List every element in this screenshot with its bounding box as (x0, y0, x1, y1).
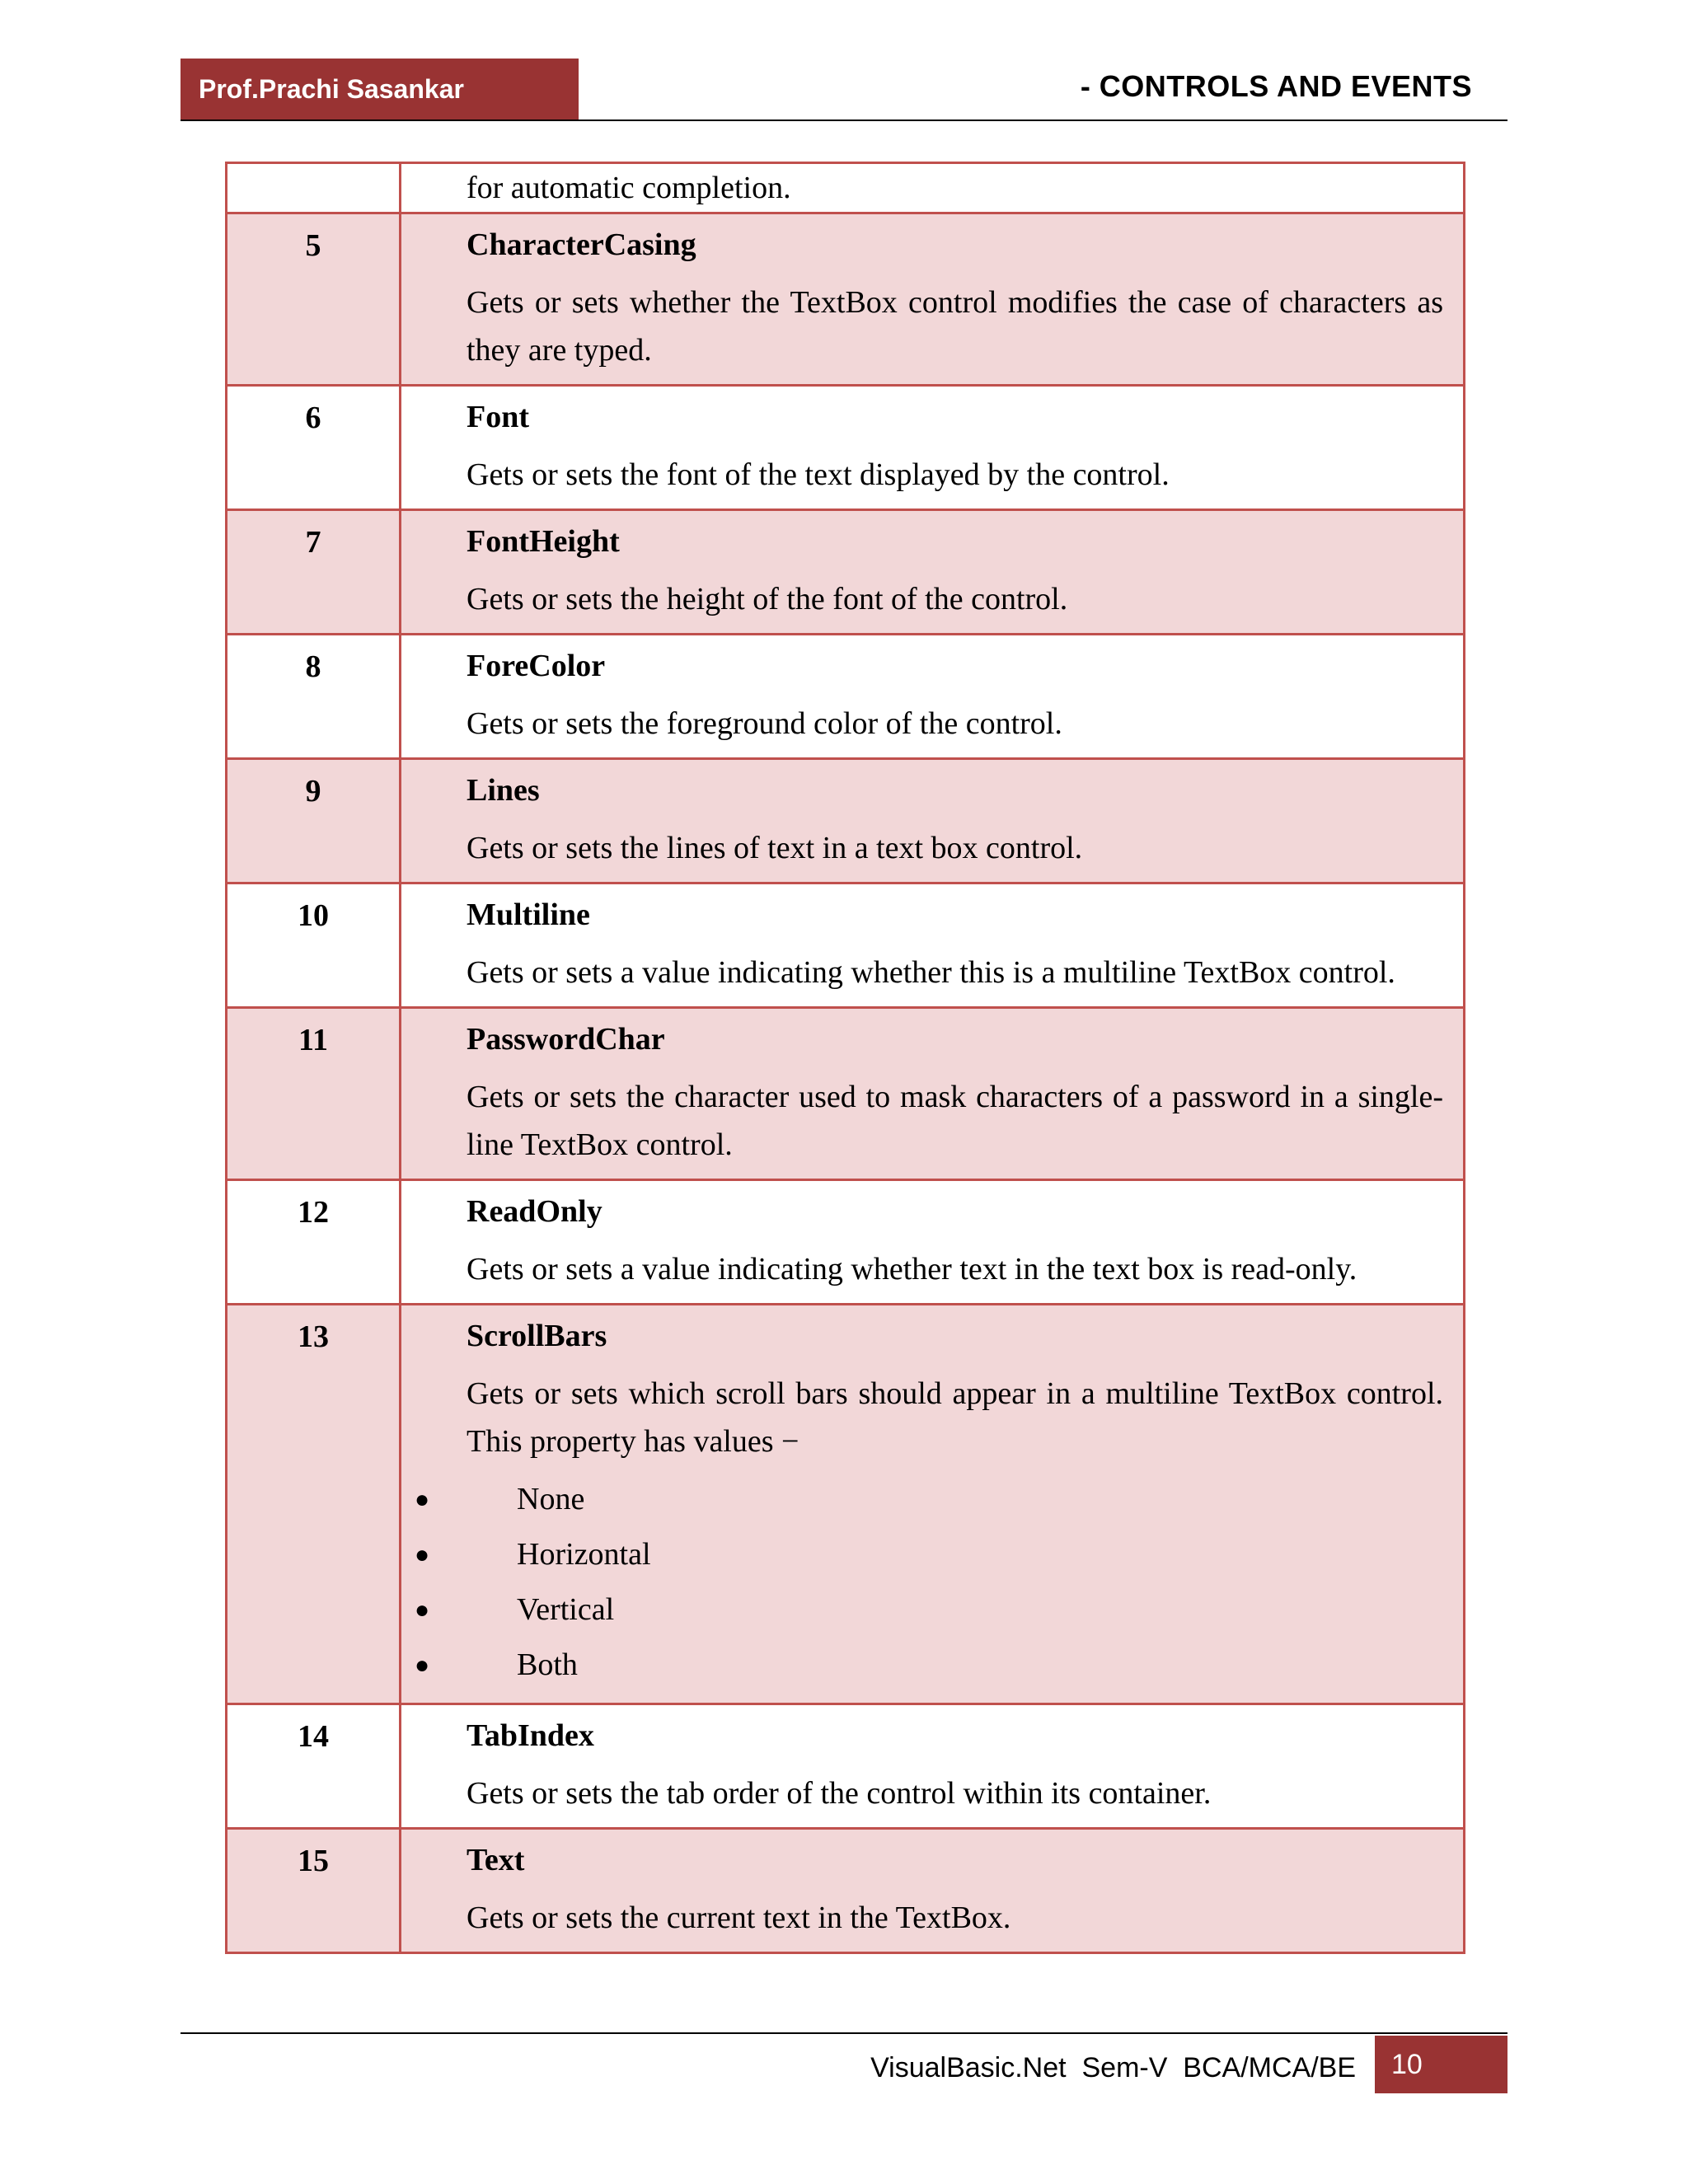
list-item: ● None (401, 1472, 1443, 1527)
property-description: Gets or sets the tab order of the control within its container. (467, 1776, 1212, 1811)
table-row (227, 213, 1465, 386)
list-item: ● Both (401, 1638, 1443, 1693)
property-description: Gets or sets which scroll bars should appear in a multiline TextBox control. This property has values − (467, 1376, 1443, 1459)
property-description: Gets or sets the current text in the TextBox. (467, 1900, 1011, 1935)
scrollbars-values-list (415, 1472, 1443, 1693)
row-description-cell (401, 386, 1465, 510)
property-name: FontHeight (467, 524, 620, 559)
bullet-icon: ● (415, 1541, 430, 1568)
table-row (227, 635, 1465, 759)
property-description: Gets or sets the font of the text displayed by the control. (467, 457, 1170, 492)
bullet-icon: ● (415, 1652, 430, 1679)
property-name: ScrollBars (467, 1319, 607, 1353)
row-number-cell (227, 163, 401, 213)
footer-rule (181, 2032, 1507, 2034)
row-number: 14 (227, 1704, 401, 1829)
property-name: TabIndex (467, 1718, 594, 1753)
list-item: ● Vertical (401, 1582, 1443, 1638)
row-description-cell (401, 1704, 1465, 1829)
property-name: Text (467, 1843, 525, 1877)
bullet-icon: ● (415, 1486, 430, 1513)
list-item: ● Horizontal (401, 1527, 1443, 1582)
row-number: 15 (227, 1829, 401, 1953)
row-number: 12 (227, 1180, 401, 1305)
header-author: Prof.Prachi Sasankar (181, 59, 579, 120)
property-name: Multiline (467, 898, 590, 932)
row-description-cell (401, 635, 1465, 759)
footer-course: VisualBasic.Net Sem-V BCA/MCA/BE (870, 2051, 1356, 2083)
table-row (227, 1008, 1465, 1180)
table-row (227, 1704, 1465, 1829)
header-title: - CONTROLS AND EVENTS (1080, 69, 1472, 103)
row-number: 11 (227, 1008, 401, 1180)
property-description: Gets or sets a value indicating whether this is a multiline TextBox control. (467, 955, 1395, 990)
page-number: 10 (1375, 2036, 1507, 2093)
property-description: Gets or sets whether the TextBox control modifies the case of characters as they are typed. (467, 285, 1443, 368)
properties-table (225, 162, 1465, 1954)
row-description-cell (401, 883, 1465, 1008)
row-description-cell (401, 213, 1465, 386)
row-number: 5 (227, 213, 401, 386)
property-description: Gets or sets the character used to mask characters of a password in a single-line TextBox control. (467, 1080, 1443, 1162)
property-name: Lines (467, 773, 540, 808)
row-description-cell (401, 1180, 1465, 1305)
property-name: ReadOnly (467, 1194, 603, 1229)
table-row (227, 1305, 1465, 1704)
property-name: ForeColor (467, 649, 606, 683)
row-number: 7 (227, 510, 401, 635)
row-number: 6 (227, 386, 401, 510)
property-description: Gets or sets the height of the font of the control. (467, 582, 1068, 616)
property-name: PasswordChar (467, 1022, 665, 1057)
table-row (227, 1829, 1465, 1953)
row-description-cell (401, 510, 1465, 635)
row-number: 8 (227, 635, 401, 759)
property-description: Gets or sets the foreground color of the control. (467, 706, 1062, 741)
table-row (227, 883, 1465, 1008)
row-number: 10 (227, 883, 401, 1008)
bullet-icon: ● (415, 1596, 430, 1624)
header-rule (181, 120, 1507, 121)
row-number: 13 (227, 1305, 401, 1704)
property-name: Font (467, 400, 529, 434)
table-row (227, 386, 1465, 510)
property-name: CharacterCasing (467, 227, 696, 262)
row-description-cell (401, 1305, 1465, 1704)
row-number: 9 (227, 759, 401, 883)
property-description: Gets or sets a value indicating whether text in the text box is read-only. (467, 1252, 1357, 1286)
continued-text: for automatic completion. (467, 171, 791, 205)
table-row (227, 510, 1465, 635)
table-row (227, 1180, 1465, 1305)
table-row-continued (227, 163, 1465, 213)
row-description-cell (401, 1008, 1465, 1180)
row-description-cell (401, 163, 1465, 213)
row-description-cell (401, 759, 1465, 883)
table-row (227, 759, 1465, 883)
property-description: Gets or sets the lines of text in a text box control. (467, 831, 1083, 865)
row-description-cell (401, 1829, 1465, 1953)
